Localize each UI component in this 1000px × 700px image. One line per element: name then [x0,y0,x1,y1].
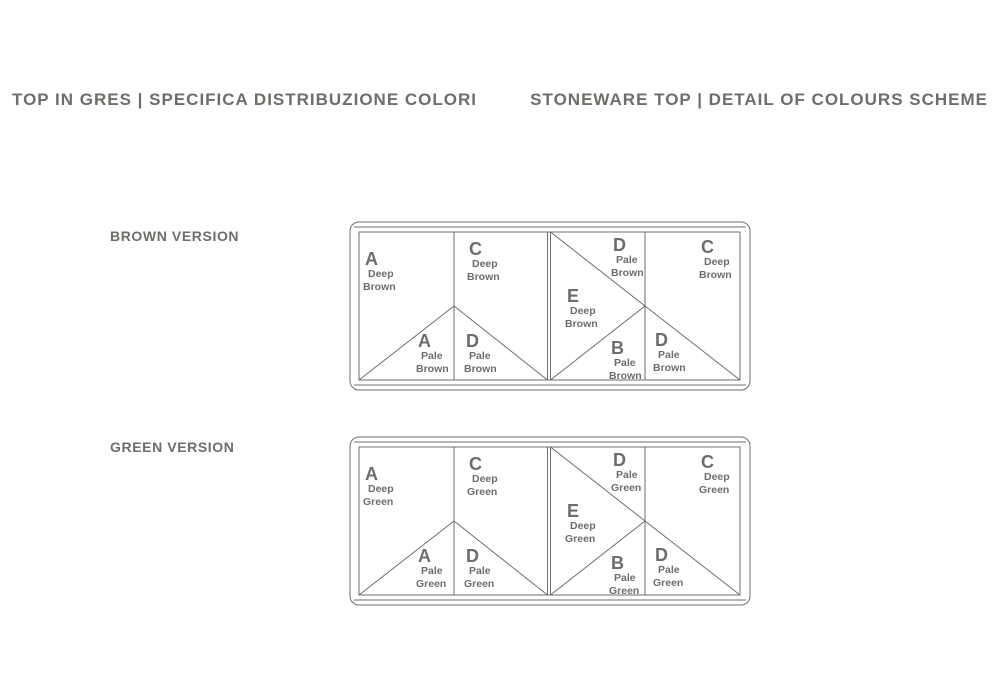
header-title-italian: TOP IN GRES | SPECIFICA DISTRIBUZIONE COLORI [12,90,477,109]
piece-label [611,450,641,494]
piece-label [699,452,730,496]
piece-shade: Pale [614,572,636,584]
piece-letter: A [418,546,431,566]
piece-letter: D [466,331,479,351]
piece-letter: A [365,464,378,484]
piece-label [464,331,497,375]
piece-letter: D [613,450,626,470]
piece-label [467,239,500,283]
piece-letter: A [365,249,378,269]
piece-label [609,338,642,382]
green-table-diagram [348,435,752,607]
piece-colour: Green [611,482,642,494]
brown-version-label: BROWN VERSION [110,228,240,244]
piece-colour: Brown [565,318,598,330]
table-inner-field [359,447,740,595]
piece-label [565,286,598,330]
piece-letter: D [655,330,668,350]
table-top-svg [348,220,752,392]
piece-letter: B [611,553,624,573]
piece-shade: Deep [570,305,596,317]
piece-shade: Pale [469,565,491,577]
piece-colour: Green [467,486,498,498]
piece-colour: Brown [467,271,500,283]
brown-table-diagram [348,220,752,392]
piece-label [363,464,394,508]
piece-letter: C [469,239,482,259]
piece-letter: C [701,237,714,257]
table-inner-field [359,232,740,380]
piece-shade: Pale [658,564,680,576]
piece-shade: Pale [421,565,443,577]
piece-colour: Green [653,577,684,589]
piece-letter: C [701,452,714,472]
piece-colour: Brown [416,363,449,375]
piece-letter: E [567,286,580,306]
piece-shade: Deep [704,256,730,268]
header-title-english: STONEWARE TOP | DETAIL OF COLOURS SCHEME [530,90,988,109]
piece-letter: C [469,454,482,474]
piece-label [464,546,494,590]
piece-shade: Pale [658,349,680,361]
piece-letter: A [418,331,431,351]
piece-colour: Brown [609,370,642,382]
piece-colour: Brown [464,363,497,375]
piece-shade: Deep [704,471,730,483]
piece-label [699,237,732,281]
piece-shade: Pale [469,350,491,362]
piece-letter: B [611,338,624,358]
piece-label [416,546,446,590]
piece-shade: Deep [472,473,498,485]
piece-shade: Pale [616,254,638,266]
piece-colour: Brown [653,362,686,374]
piece-shade: Pale [614,357,636,369]
piece-label [609,553,639,597]
piece-colour: Green [565,533,596,545]
piece-colour: Green [609,585,640,597]
piece-label [565,501,596,545]
piece-letter: D [613,235,626,255]
piece-letter: D [466,546,479,566]
piece-colour: Brown [363,281,396,293]
piece-shade: Pale [616,469,638,481]
piece-label [467,454,498,498]
piece-label [653,330,686,374]
piece-label [416,331,449,375]
piece-colour: Green [363,496,394,508]
piece-shade: Pale [421,350,443,362]
piece-letter: D [655,545,668,565]
piece-letter: E [567,501,580,521]
piece-label [363,249,396,293]
piece-label [611,235,644,279]
piece-colour: Green [416,578,447,590]
piece-colour: Brown [611,267,644,279]
table-top-svg [348,435,752,607]
green-version-label: GREEN VERSION [110,439,235,455]
piece-colour: Brown [699,269,732,281]
piece-label [653,545,683,589]
piece-shade: Deep [570,520,596,532]
piece-colour: Green [699,484,730,496]
piece-shade: Deep [368,483,394,495]
piece-colour: Green [464,578,495,590]
piece-shade: Deep [472,258,498,270]
piece-shade: Deep [368,268,394,280]
